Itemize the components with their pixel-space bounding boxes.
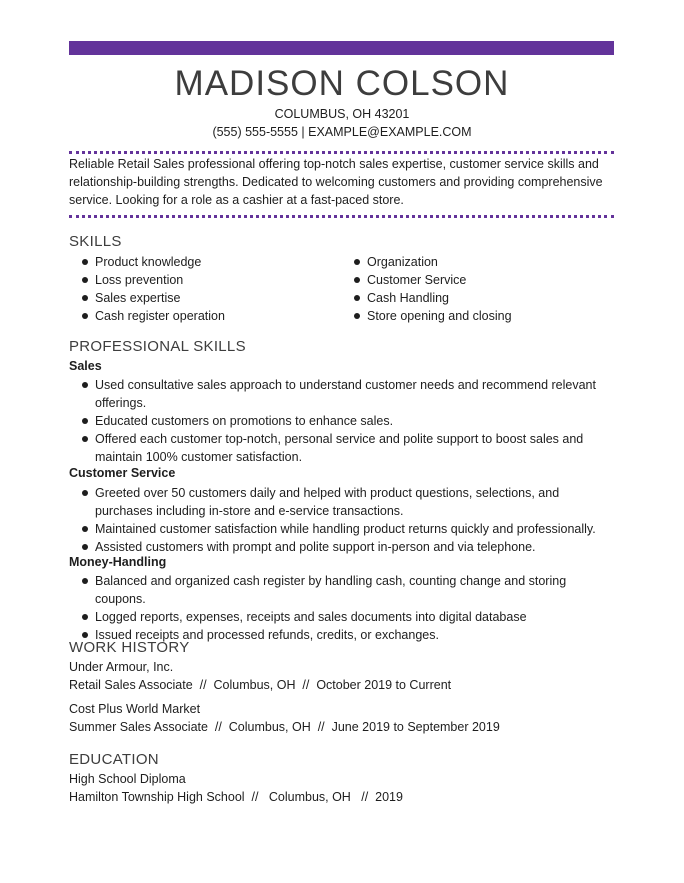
candidate-name: MADISON COLSON [174, 64, 510, 103]
list-item: Issued receipts and processed refunds, credits, or exchanges. [69, 626, 617, 644]
job-company: Cost Plus World Market [69, 702, 201, 716]
skills-list-right [341, 253, 614, 325]
work-history-heading: WORK HISTORY [69, 639, 190, 656]
skill-item: Cash Handling [341, 289, 614, 307]
summary-paragraph: Reliable Retail Sales professional offering top-notch sales expertise, customer service skills and relationship-building strengths. Dedicated to welcoming customers and providing comprehensive service. Looking for a role as a cashier at a fast-paced store. [69, 157, 603, 207]
skill-item: Cash register operation [69, 307, 341, 325]
header-accent-bar [69, 41, 614, 55]
job-details: Summer Sales Associate // Columbus, OH // June 2019 to September 2019 [69, 720, 500, 734]
list-item: Used consultative sales approach to understand customer needs and recommend relevant offerings. [69, 376, 617, 412]
skill-item: Customer Service [341, 271, 614, 289]
list-item: Greeted over 50 customers daily and helped with product questions, selections, and purchases including in-store and e-service transactions. [69, 484, 617, 520]
skill-item: Product knowledge [69, 253, 341, 271]
skill-group-title: Money-Handling [69, 555, 167, 569]
contact-phone-email: (555) 555-5555 | EXAMPLE@EXAMPLE.COM [212, 125, 472, 139]
dotted-divider [69, 215, 614, 218]
list-item: Offered each customer top-notch, personal service and polite support to boost sales and maintain 100% customer satisfaction. [69, 430, 617, 466]
list-item: Educated customers on promotions to enhance sales. [69, 412, 617, 430]
skill-group-list [69, 376, 617, 466]
education-heading: EDUCATION [69, 751, 159, 768]
job-company: Under Armour, Inc. [69, 660, 174, 674]
skill-group-title: Sales [69, 359, 102, 373]
skill-group-list [69, 572, 617, 644]
skill-item: Loss prevention [69, 271, 341, 289]
skills-heading: SKILLS [69, 233, 122, 250]
job-details: Retail Sales Associate // Columbus, OH // October 2019 to Current [69, 678, 452, 692]
skill-item: Organization [341, 253, 614, 271]
list-item: Maintained customer satisfaction while handling product returns quickly and professionally. [69, 520, 617, 538]
skill-item: Store opening and closing [341, 307, 614, 325]
contact-address: COLUMBUS, OH 43201 [274, 107, 410, 121]
list-item: Assisted customers with prompt and polite support in-person and via telephone. [69, 538, 617, 556]
skill-group-list [69, 484, 617, 556]
list-item: Balanced and organized cash register by handling cash, counting change and storing coupons. [69, 572, 617, 608]
list-item: Logged reports, expenses, receipts and sales documents into digital database [69, 608, 617, 626]
skill-item: Sales expertise [69, 289, 341, 307]
education-degree: High School Diploma [69, 772, 186, 786]
professional-skills-heading: PROFESSIONAL SKILLS [69, 338, 246, 355]
dotted-divider [69, 151, 614, 154]
education-details: Hamilton Township High School // Columbus, OH // 2019 [69, 790, 403, 804]
skills-list-left [69, 253, 341, 325]
skill-group-title: Customer Service [69, 466, 176, 480]
